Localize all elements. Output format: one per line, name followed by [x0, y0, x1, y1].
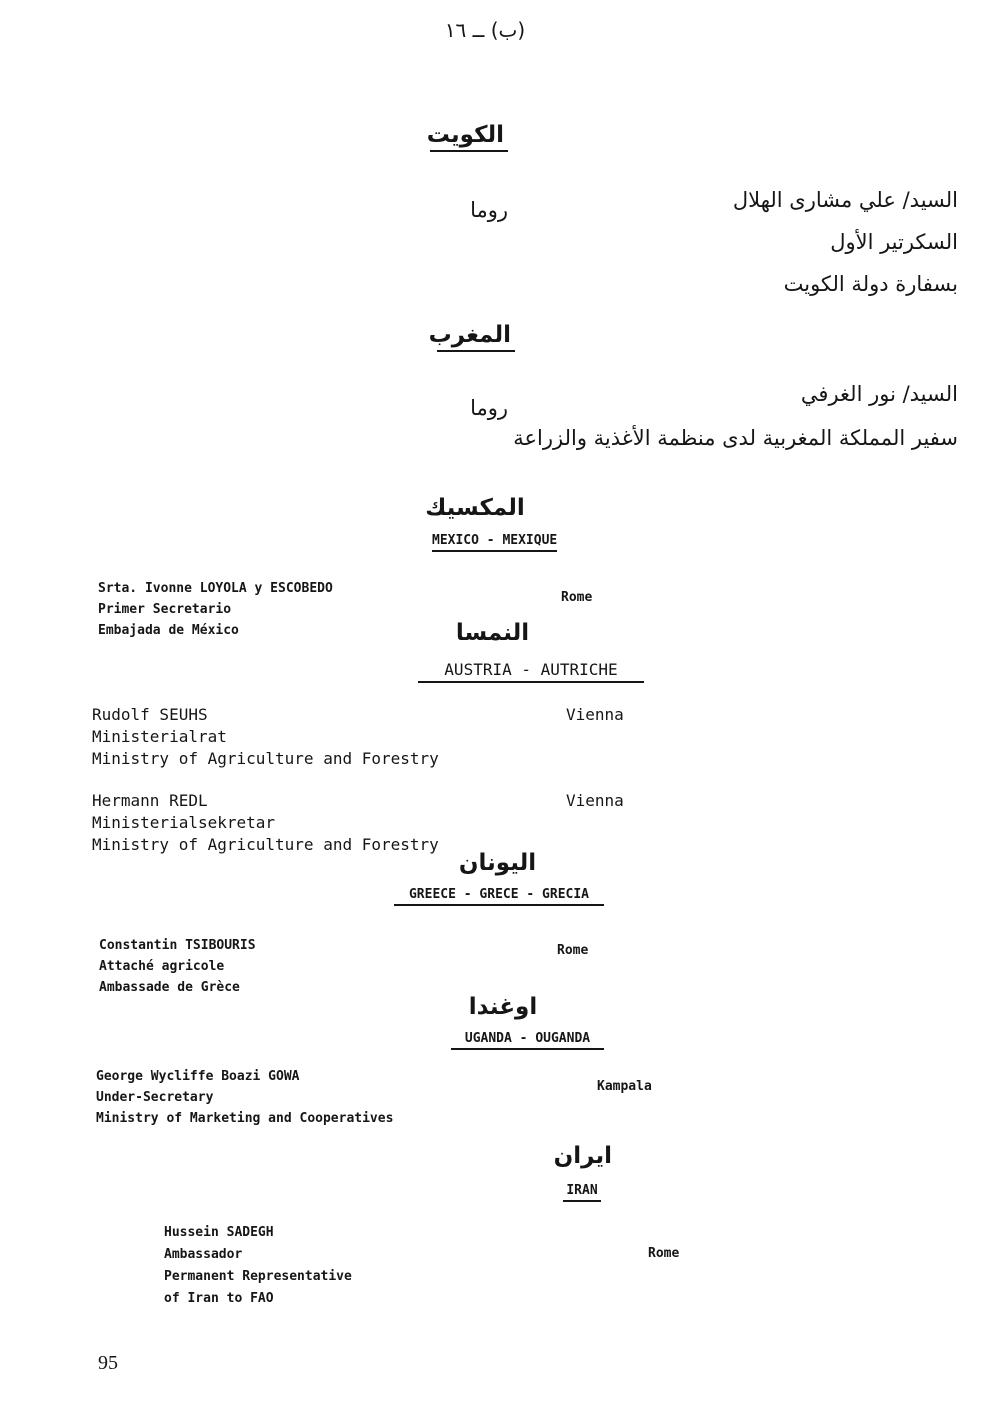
uganda-delegate-org: Ministry of Marketing and Cooperatives [96, 1111, 394, 1126]
iran-delegate-org: of Iran to FAO [164, 1291, 274, 1306]
morocco-delegate-name: السيد/ نور الغرفي [800, 382, 958, 406]
iran-heading-ar: ايران [553, 1143, 612, 1169]
uganda-delegate-title: Under-Secretary [96, 1090, 214, 1105]
austria-delegate-2-city: Vienna [566, 791, 624, 810]
iran-delegate-role: Permanent Representative [164, 1269, 352, 1284]
greece-delegate-title: Attaché agricole [99, 959, 225, 974]
austria-delegate-1-block [92, 704, 439, 770]
uganda-heading-en: UGANDA - OUGANDA [451, 1031, 604, 1050]
kuwait-delegate-title: السكرتير الأول [830, 230, 958, 254]
austria-delegate-1-name: Rudolf SEUHS [92, 705, 208, 724]
greece-delegate-org: Ambassade de Grèce [99, 980, 240, 995]
morocco-delegate-city: روما [470, 396, 508, 420]
kuwait-delegate-city: روما [470, 198, 508, 222]
mexico-delegate-title: Primer Secretario [98, 602, 232, 617]
greece-delegate-name: Constantin TSIBOURIS [99, 938, 256, 953]
austria-delegate-2-org: Ministry of Agriculture and Forestry [92, 835, 439, 854]
kuwait-delegate-name: السيد/ علي مشارى الهلال [732, 188, 958, 212]
morocco-delegate-title: سفير المملكة المغربية لدى منظمة الأغذية والزراعة [513, 426, 958, 450]
austria-delegate-1-title: Ministerialrat [92, 727, 227, 746]
greece-heading-en: GREECE - GRECE - GRECIA [394, 887, 604, 906]
austria-delegate-2-name: Hermann REDL [92, 791, 208, 810]
iran-heading-en: IRAN [563, 1183, 601, 1202]
uganda-delegate-city: Kampala [597, 1079, 652, 1094]
kuwait-delegate-org: بسفارة دولة الكويت [783, 272, 958, 296]
kuwait-heading-ar: الكويت [430, 122, 508, 152]
page-number: 95 [98, 1352, 118, 1374]
austria-heading-en: AUSTRIA - AUTRICHE [418, 660, 644, 683]
greece-delegate-city: Rome [557, 943, 589, 958]
mexico-heading-ar: المكسيك [425, 495, 525, 521]
austria-delegate-2-block [92, 790, 439, 856]
mexico-delegate-city: Rome [561, 590, 593, 605]
uganda-heading-ar: اوغندا [468, 994, 538, 1020]
iran-delegate-name: Hussein SADEGH [164, 1225, 274, 1240]
iran-delegate-city: Rome [648, 1246, 680, 1261]
iran-delegate-title: Ambassador [164, 1247, 243, 1262]
uganda-delegate-block [96, 1066, 393, 1129]
mexico-heading-en: MEXICO - MEXIQUE [432, 533, 557, 552]
greece-delegate-block [99, 935, 256, 998]
austria-heading-ar: النمسا [455, 620, 530, 646]
mexico-delegate-name: Srta. Ivonne LOYOLA y ESCOBEDO [98, 581, 333, 596]
mexico-delegate-block [98, 578, 333, 641]
austria-delegate-1-org: Ministry of Agriculture and Forestry [92, 749, 439, 768]
austria-delegate-1-city: Vienna [566, 705, 624, 724]
iran-delegate-block [164, 1222, 352, 1310]
mexico-delegate-org: Embajada de México [98, 623, 239, 638]
greece-heading-ar: اليونان [458, 850, 537, 876]
page-reference: (ب) ــ ١٦ [444, 18, 526, 42]
morocco-heading-ar: المغرب [437, 322, 515, 352]
austria-delegate-2-title: Ministerialsekretar [92, 813, 276, 832]
uganda-delegate-name: George Wycliffe Boazi GOWA [96, 1069, 300, 1084]
